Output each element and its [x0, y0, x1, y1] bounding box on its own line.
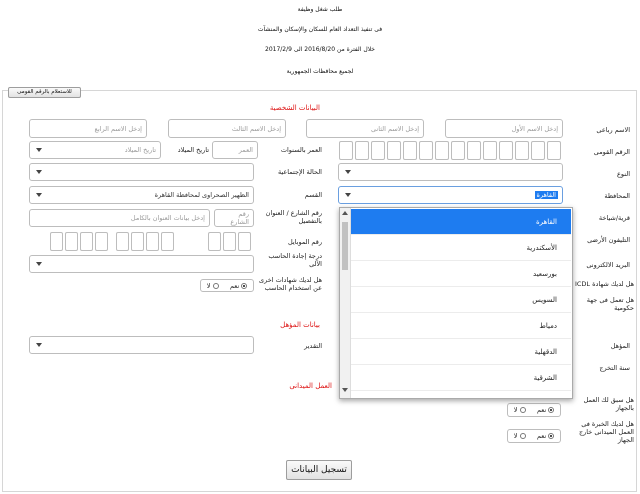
header-line-2: فى تنفيذ التعداد العام للسكان والإسكان والمنشآت	[257, 26, 383, 33]
field-experience-label: هل لديك الخبرة فى العمل الميدانى خارج الجهاز	[578, 420, 634, 444]
district-selected: الظهير الصحراوى لمحافظة القاهرة	[154, 191, 249, 199]
national-id-digit-box[interactable]	[547, 141, 561, 160]
first-name-input[interactable]: إدخل الاسم الأول	[445, 119, 563, 138]
mobile-digit-box[interactable]	[146, 232, 159, 251]
governorate-label: المحافظة	[604, 192, 630, 200]
governorate-option[interactable]: الشرقية	[351, 365, 571, 391]
mobile-digit-box[interactable]	[208, 232, 221, 251]
village-label: قرية/شياخة	[598, 214, 630, 222]
header-line-4: لجميع محافظات الجمهورية	[286, 68, 354, 75]
governorate-option[interactable]: دمياط	[351, 313, 571, 339]
prev-work-label: هل سبق لك العمل بالجهاز	[583, 396, 634, 412]
governorate-selected: القاهرة	[536, 191, 556, 199]
national-id-digit-box[interactable]	[499, 141, 513, 160]
governorate-option[interactable]: الدقهلية	[351, 339, 571, 365]
district-label: القسم	[304, 191, 322, 199]
page-title: طلب شغل وظيفة	[297, 6, 343, 13]
national-id-digit-box[interactable]	[451, 141, 465, 160]
chevron-down-icon	[36, 343, 42, 347]
national-id-digit-box[interactable]	[355, 141, 369, 160]
second-name-input[interactable]: إدخل الاسم الثانى	[306, 119, 424, 138]
prev-work-radio-group	[507, 403, 561, 417]
governorate-option[interactable]: الأسكندرية	[351, 235, 571, 261]
icdl-label: هل لديك شهادة ICDL	[574, 280, 634, 288]
district-select[interactable]	[29, 186, 254, 204]
landline-label: التليفون الأرضى	[587, 236, 630, 244]
radio-yes-dot	[548, 407, 554, 413]
mobile-digit-box[interactable]	[116, 232, 129, 251]
section-field-work: العمل الميدانى	[289, 382, 332, 390]
gender-label: النوع	[617, 170, 630, 178]
other-certs-label: هل لديك شهادات اخرى عن استخدام الحاسب	[259, 276, 322, 292]
governorate-dropdown-list	[339, 207, 573, 399]
email-label: البريد الالكترونى	[586, 261, 630, 269]
national-id-digit-box[interactable]	[531, 141, 545, 160]
radio-no-label: لا	[513, 406, 518, 414]
national-id-digit-box[interactable]	[403, 141, 417, 160]
full-name-label: الاسم رباعى	[596, 126, 630, 134]
gov-employee-label: هل تعمل فى جهة حكومية	[586, 296, 634, 312]
radio-no-dot	[520, 407, 526, 413]
governorate-option[interactable]: بورسعيد	[351, 261, 571, 287]
national-id-label: الرقم القومى	[593, 148, 630, 156]
scroll-up-arrow-icon[interactable]	[342, 211, 348, 215]
mobile-digit-box[interactable]	[95, 232, 108, 251]
governorate-option[interactable]: السويس	[351, 287, 571, 313]
radio-yes-label: نعم	[536, 406, 547, 414]
chevron-down-icon	[36, 148, 42, 152]
dropdown-scrollbar[interactable]	[340, 208, 351, 398]
radio-yes-label: نعم	[536, 432, 547, 440]
age-input[interactable]: العمر	[212, 141, 258, 159]
other-certs-radio-group	[200, 279, 254, 292]
radio-no[interactable]	[514, 406, 526, 414]
radio-no-dot	[520, 433, 526, 439]
grade-label: التقدير	[304, 342, 322, 350]
chevron-down-icon	[345, 193, 351, 197]
national-id-lookup-button[interactable]: للاستعلام بالرقم القومى	[8, 87, 81, 98]
scrollbar-thumb[interactable]	[342, 222, 348, 270]
mobile-digit-box[interactable]	[50, 232, 63, 251]
radio-yes-dot	[241, 283, 247, 289]
birth-date-input[interactable]	[29, 141, 161, 159]
street-label: رقم الشارع / العنوان بالتفصيل	[265, 209, 322, 225]
mobile-label: رقم الموبايل	[287, 238, 322, 246]
header-line-3: خلال الفترة من 2016/8/20 الى 2017/2/9	[265, 46, 375, 53]
governorate-option[interactable]: القاهرة	[351, 209, 571, 235]
national-id-digit-box[interactable]	[387, 141, 401, 160]
birth-date-placeholder: تاريخ الميلاد	[124, 146, 156, 154]
section-qualification: بيانات المؤهل	[280, 321, 320, 329]
submit-button[interactable]: تسجيل البيانات	[286, 460, 352, 480]
radio-yes[interactable]	[537, 406, 554, 414]
radio-no-label: لا	[513, 432, 518, 440]
mobile-digit-box[interactable]	[131, 232, 144, 251]
chevron-down-icon	[36, 193, 42, 197]
third-name-input[interactable]: إدخل الاسم الثالث	[168, 119, 286, 138]
gender-select[interactable]	[338, 163, 563, 181]
national-id-digit-box[interactable]	[467, 141, 481, 160]
governorate-select[interactable]	[338, 186, 563, 204]
radio-no[interactable]	[514, 432, 526, 440]
age-label: العمر بالسنوات	[280, 146, 322, 154]
radio-no-label: لا	[206, 281, 211, 290]
chevron-down-icon	[36, 262, 42, 266]
chevron-down-icon	[36, 170, 42, 174]
national-id-digit-box[interactable]	[419, 141, 433, 160]
national-id-digit-box[interactable]	[371, 141, 385, 160]
radio-yes[interactable]	[537, 432, 554, 440]
grade-select[interactable]	[29, 336, 254, 354]
address-input[interactable]: إدخل بيانات العنوان بالكامل	[29, 209, 210, 227]
grad-year-label: سنة التخرج	[599, 364, 630, 372]
national-id-digit-box[interactable]	[435, 141, 449, 160]
mobile-digit-box[interactable]	[238, 232, 251, 251]
chevron-down-icon	[345, 170, 351, 174]
radio-yes-dot	[548, 433, 554, 439]
national-id-digit-box[interactable]	[515, 141, 529, 160]
radio-no[interactable]	[207, 282, 219, 290]
computer-skill-select[interactable]	[29, 255, 254, 273]
fourth-name-input[interactable]: إدخل الاسم الرابع	[29, 119, 147, 138]
qualification-label: المؤهل	[610, 342, 630, 350]
marital-status-label: الحالة الإجتماعية	[277, 168, 322, 176]
marital-status-select[interactable]	[29, 163, 254, 181]
radio-no-dot	[213, 283, 219, 289]
radio-yes-label: نعم	[229, 281, 240, 290]
radio-yes[interactable]	[230, 282, 247, 290]
computer-skill-label: درجة إجادة الحاسب الآلى	[268, 252, 322, 268]
section-personal: البيانات الشخصية	[269, 104, 320, 112]
mobile-digit-box[interactable]	[161, 232, 174, 251]
mobile-digit-box[interactable]	[80, 232, 93, 251]
street-number-input[interactable]: رقم الشارع	[214, 209, 254, 227]
mobile-digit-box[interactable]	[65, 232, 78, 251]
mobile-digit-box[interactable]	[223, 232, 236, 251]
field-experience-radio-group	[507, 429, 561, 443]
scroll-down-arrow-icon[interactable]	[342, 388, 348, 392]
national-id-digit-box[interactable]	[483, 141, 497, 160]
national-id-digit-box[interactable]	[339, 141, 353, 160]
birth-date-label: تاريخ الميلاد	[177, 146, 209, 154]
